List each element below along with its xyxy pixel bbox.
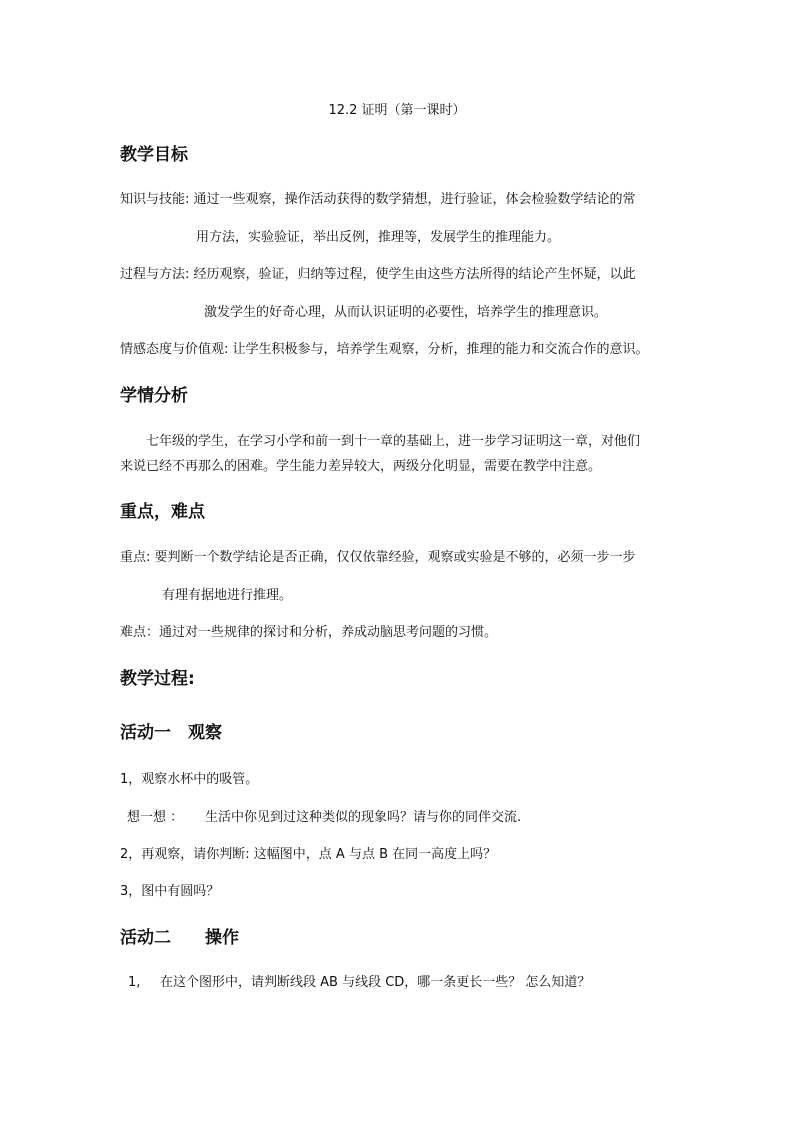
activity2-item-1-number: 1, xyxy=(128,975,141,990)
heading-objectives: 教学目标 xyxy=(120,145,188,165)
heading-teaching-process: 教学过程: xyxy=(120,669,195,689)
objective-process-line-2: 激发学生的好奇心理，从而认识证明的必要性，培养学生的推理意识。 xyxy=(204,305,608,320)
objective-knowledge-line-2: 用方法，实验验证，举出反例，推理等，发展学生的推理能力。 xyxy=(196,230,561,245)
activity1-think-text: 生活中你见到过这种类似的现象吗？请与你的同伴交流. xyxy=(205,810,522,825)
document-title: 12.2 证明（第一课时） xyxy=(328,103,466,118)
activity1-item-2: 2，再观察，请你判断: 这幅图中，点 A 与点 B 在同一高度上吗？ xyxy=(120,847,497,862)
activity2-item-1-text: 在这个图形中，请判断线段 AB 与线段 CD，哪一条更长一些？ 怎么知道？ xyxy=(160,975,591,990)
key-point-line-1: 重点: 要判断一个数学结论是否正确，仅仅依靠经验，观察或实验是不够的，必须一步一步 xyxy=(120,550,636,565)
objective-process-line-1: 过程与方法: 经历观察，验证，归纳等过程，使学生由这些方法所得的结论产生怀疑，以此 xyxy=(120,267,636,282)
analysis-line-2: 来说已经不再那么的困难。学生能力差异较大，两级分化明显，需要在教学中注意。 xyxy=(120,459,602,474)
heading-activity-1: 活动一 观察 xyxy=(120,723,222,743)
heading-activity-2: 活动二 操作 xyxy=(120,928,239,948)
objective-emotion-line: 情感态度与价值观: 让学生积极参与，培养学生观察，分析，推理的能力和交流合作的意识。 xyxy=(120,342,649,357)
key-point-line-2: 有理有据地进行推理。 xyxy=(162,588,293,603)
heading-key-points: 重点，难点 xyxy=(120,502,205,522)
objective-knowledge-line-1: 知识与技能: 通过一些观察，操作活动获得的数学猜想，进行验证，体会检验数学结论的常 xyxy=(120,192,636,207)
activity1-item-3: 3，图中有圆吗？ xyxy=(120,884,220,899)
analysis-line-1: 七年级的学生，在学习小学和前一到十一章的基础上，进一步学习证明这一章，对他们 xyxy=(146,434,641,449)
activity1-think-label: 想一想 ： xyxy=(127,810,184,825)
heading-analysis: 学情分析 xyxy=(120,386,188,406)
difficulty-line: 难点：通过对一些规律的探讨和分析，养成动脑思考问题的习惯。 xyxy=(120,625,498,640)
activity1-item-1: 1，观察水杯中的吸管。 xyxy=(120,772,259,787)
